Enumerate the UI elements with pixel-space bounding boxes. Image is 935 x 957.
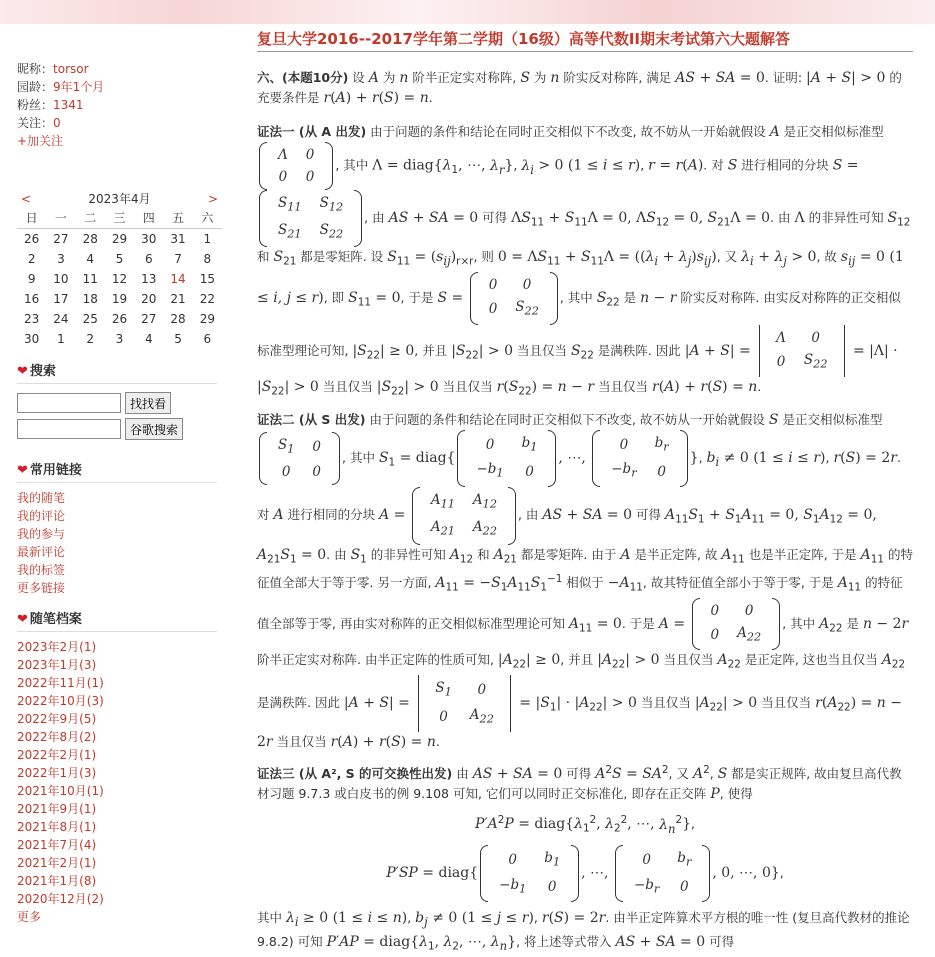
article xyxy=(257,28,913,957)
calendar-day: 6 xyxy=(203,332,212,346)
heart-icon: ❤ xyxy=(17,364,28,379)
calendar-week xyxy=(17,309,222,329)
archive-item[interactable]: 2020年12月(2) xyxy=(17,892,104,906)
archive-list xyxy=(17,638,222,926)
google-search-button[interactable]: 谷歌搜索 xyxy=(125,418,183,440)
search-title: 搜索 xyxy=(29,364,56,379)
age-link[interactable]: 9年1个月 xyxy=(53,80,105,94)
calendar-week xyxy=(17,229,222,250)
calendar-day: 3 xyxy=(57,252,65,266)
calendar-day: 18 xyxy=(82,292,98,306)
fans-link[interactable]: 1341 xyxy=(53,98,84,112)
search-input[interactable] xyxy=(17,393,121,413)
calendar-day: 26 xyxy=(24,232,40,246)
calendar-day[interactable]: 14 xyxy=(170,272,186,286)
calendar-weekday: 一 xyxy=(46,208,75,229)
calendar-day: 29 xyxy=(199,312,215,326)
calendar-day: 22 xyxy=(199,292,215,306)
archive-item[interactable]: 2022年1月(3) xyxy=(17,766,97,780)
calendar-day: 1 xyxy=(57,332,65,346)
calendar-day: 9 xyxy=(27,272,36,286)
calendar-day: 2 xyxy=(27,252,36,266)
post-title-link[interactable]: 复旦大学2016--2017学年第二学期（16级）高等代数II期末考试第六大题解答 xyxy=(257,30,790,48)
method2-label: 证法二 (从 S 出发) xyxy=(257,411,366,427)
calendar-day: 19 xyxy=(111,292,128,306)
calendar-week xyxy=(17,289,222,309)
common-link-item[interactable]: 我的标签 xyxy=(17,563,66,577)
calendar-weekday: 二 xyxy=(76,208,105,229)
calendar-day: 1 xyxy=(203,232,212,246)
common-links xyxy=(17,489,222,597)
heart-icon: ❤ xyxy=(17,463,28,478)
calendar-day: 15 xyxy=(199,272,215,286)
calendar-week xyxy=(17,269,222,289)
archive-item[interactable]: 2023年2月(1) xyxy=(17,640,97,654)
proof-method-3: 证法三 (从 A², S 的可交换性出发) 由 AS + SA = 0 可得 $A^2S = SA^2$, 又 $A^2$, S 都是实正规阵, 故由复旦高代教材习题 9.7.3 或白皮书的例 9.108 可知, 它们可以同时正交标准化, 即存在正交阵 P, 使得 $P'A^2P$ = $diag\{\lambda_1^2$, $\lambda_2^2$, ⋯, $\lambda_n^2$}, P′SP = diag{ 0 $b_1$ $-b_1$ 0 , ⋯, 0 $b_r$ $-b_r$ 0 , 0, ⋯, 0}, 其中 $\lambda_i \ge 0$ (1 ≤ i ≤ n), $b_j \ne 0$ (1 ≤ j ≤ r), r(S) = 2r. 由半正定阵算术平方根的唯一性 (复旦高代教材的推论 9.8.2) 可知 $P'AP = diag\{\lambda_1$, $\lambda_2$, ⋯, $\lambda_n$}, 将上述等式带入 AS + SA = 0 可得 xyxy=(257,764,910,953)
follow-link[interactable]: 0 xyxy=(53,116,61,130)
common-link-item[interactable]: 最新评论 xyxy=(17,545,66,559)
calendar-day: 29 xyxy=(111,232,128,246)
calendar-day: 27 xyxy=(53,232,69,246)
calendar-day: 8 xyxy=(203,252,212,266)
calendar-grid xyxy=(17,208,222,349)
archive-item[interactable]: 2022年11月(1) xyxy=(17,676,104,690)
archive-item[interactable]: 2022年2月(1) xyxy=(17,748,97,762)
archive-item[interactable]: 2022年8月(2) xyxy=(17,730,97,744)
archive-item[interactable]: 2021年10月(1) xyxy=(17,784,104,798)
calendar-day: 31 xyxy=(170,232,186,246)
calendar-day: 28 xyxy=(82,232,98,246)
archive-item[interactable]: 2023年1月(3) xyxy=(17,658,97,672)
calendar xyxy=(17,190,222,349)
calendar-next-button[interactable]: > xyxy=(207,192,218,206)
add-follow-link[interactable]: +加关注 xyxy=(17,134,64,148)
calendar-week xyxy=(17,249,222,269)
calendar-weekday: 日 xyxy=(17,208,46,229)
calendar-day: 5 xyxy=(115,252,124,266)
common-link-item[interactable]: 我的评论 xyxy=(17,509,66,523)
archive-item[interactable]: 2022年9月(5) xyxy=(17,712,97,726)
method1-label: 证法一 (从 A 出发) xyxy=(257,124,367,139)
calendar-day: 2 xyxy=(86,332,95,346)
archive-item[interactable]: 更多 xyxy=(17,910,42,924)
archive-item[interactable]: 2021年1月(8) xyxy=(17,874,97,888)
calendar-day: 16 xyxy=(24,292,40,306)
nickname-label: 昵称： xyxy=(17,62,54,76)
sidebar xyxy=(17,60,222,926)
calendar-day: 5 xyxy=(174,332,182,346)
calendar-day: 20 xyxy=(141,292,157,306)
calendar-day: 3 xyxy=(115,332,124,346)
calendar-weekday: 三 xyxy=(105,208,134,229)
top-banner xyxy=(0,0,935,24)
calendar-day: 24 xyxy=(53,312,69,326)
calendar-day: 12 xyxy=(111,272,128,286)
calendar-month: 2023年4月 xyxy=(88,192,151,206)
search-section-title xyxy=(17,363,217,384)
common-link-item[interactable]: 我的随笔 xyxy=(17,491,66,505)
calendar-day: 25 xyxy=(82,312,98,326)
archive-title: 随笔档案 xyxy=(29,612,82,627)
common-link-item[interactable]: 我的参与 xyxy=(17,527,66,541)
calendar-day: 6 xyxy=(144,252,153,266)
method3-label: 证法三 (从 A², S 的可交换性出发) xyxy=(257,766,453,782)
proof-method-1: 证法一 (从 A 出发) 由于问题的条件和结论在同时正交相似下不改变, 故不妨从一开始就假设 A 是正交相似标准型 Λ 0 0 0 , 其中 $\Lambda = diag\{\lambda_1$, ⋯, $\lambda_r$}, $\lambda_i > 0$ (1 ≤ i ≤ r), r = r(A). 对 S 进行相同的分块 S = $S_{11}$ $S_{12}$ $S_{21}$ $S_{22}$ , 由 AS + SA = 0 可得 $\Lambda S_{11} + S_{11}\Lambda = 0$, $\Lambda S_{12} = 0$, $S_{21}\Lambda = 0$. 由 Λ 的非异性可知 $S_{12}$ 和 $S_{21}$ 都是零矩阵. 设 $S_{11} = (s_{ij})_{r\times r}$, 则 $0 = \Lambda S_{11} + S_{11}\Lambda = ((\lambda_i + \lambda_j)s_{ij})$, 又 $\lambda_i + \lambda_j > 0$, 故 $s_{ij} = 0$ (1 ≤ i, j ≤ r), 即 $S_{11} = 0$, 于是 S = 0 0 0 $S_{22}$ , 其中 $S_{22}$ 是 n − r 阶实反对称阵. 由实反对称阵的正交相似标准型理论可知, $|S_{22}| \ge 0$, 并且 $|S_{22}| > 0$ 当且仅当 $S_{22}$ 是满秩阵. 因此 |A + S| = Λ 0 0 $S_{22}$ = $|\Lambda| \cdot |S_{22}| > 0$ 当且仅当 $|S_{22}| > 0$ 当且仅当 $r(S_{22}) = n - r$ 当且仅当 r(A) + r(S) = n. xyxy=(257,124,911,398)
post-body xyxy=(257,68,913,957)
calendar-day: 30 xyxy=(24,332,40,346)
calendar-day: 30 xyxy=(141,232,157,246)
search-button[interactable]: 找找看 xyxy=(125,392,171,414)
nickname-link[interactable]: torsor xyxy=(53,62,89,76)
calendar-day: 4 xyxy=(86,252,95,266)
calendar-day: 28 xyxy=(170,312,186,326)
calendar-weekday: 六 xyxy=(193,208,222,229)
archive-item[interactable]: 2021年2月(1) xyxy=(17,856,97,870)
calendar-weekday: 五 xyxy=(163,208,192,229)
calendar-day: 17 xyxy=(53,292,69,306)
calendar-day: 13 xyxy=(141,272,157,286)
calendar-weekday: 四 xyxy=(134,208,163,229)
calendar-day: 27 xyxy=(141,312,157,326)
calendar-week xyxy=(17,329,222,349)
calendar-day: 7 xyxy=(174,252,182,266)
problem-statement: 六、(本题10分) 设 A 为 n 阶半正定实对称阵, S 为 n 阶实反对称阵, 满足 AS + SA = 0. 证明: |A + S| > 0 的充要条件是 r(A) + r(S) = n. xyxy=(257,70,902,106)
calendar-day: 21 xyxy=(170,292,186,306)
archive-item[interactable]: 2021年9月(1) xyxy=(17,802,97,816)
calendar-day: 4 xyxy=(144,332,153,346)
calendar-day: 11 xyxy=(82,272,98,286)
fans-label: 粉丝： xyxy=(17,98,54,112)
archive-item[interactable]: 2021年7月(4) xyxy=(17,838,97,852)
calendar-day: 10 xyxy=(53,272,69,286)
follow-label: 关注： xyxy=(17,116,54,130)
proof-method-2: 证法二 (从 S 出发) 由于问题的条件和结论在同时正交相似下不改变, 故不妨从一开始就假设 S 是正交相似标准型 $S_1$ 0 0 0 , 其中 $S_1$ = diag{ 0 $b_1$ $-b_1$ 0 , ⋯, 0 $b_r$ $-b_r$ 0 }, $b_i \ne 0$ (1 ≤ i ≤ r), r(S) = 2r. 对 A 进行相同的分块 A = $A_{11}$ $A_{12}$ $A_{21}$ $A_{22}$ , 由 AS + SA = 0 可得 $A_{11}S_1 + S_1A_{11} = 0$, $S_1A_{12} = 0$, $A_{21}S_1 = 0$. 由 $S_1$ 的非异性可知 $A_{12}$ 和 $A_{21}$ 都是零矩阵. 由于 A 是半正定阵, 故 $A_{11}$ 也是半正定阵, 于是 $A_{11}$ 的特征值全部大于等于零. 另一方面, $A_{11} = -S_1A_{11}S_1^{-1}$ 相似于 $-A_{11}$, 故其特征值全部小于等于零, 于是 $A_{11}$ 的特征值全部等于零, 再由实对称阵的正交相似标准型理论可知 $A_{11} = 0$. 于是 A = 0 0 0 $A_{22}$ , 其中 $A_{22}$ 是 n − 2r 阶半正定实对称阵. 由半正定阵的性质可知, $|A_{22}| \ge 0$, 并且 $|A_{22}| > 0$ 当且仅当 $A_{22}$ 是正定阵, 这也当且仅当 $A_{22}$ 是满秩阵. 因此 |A + S| = $S_1$ 0 0 $A_{22}$ = $|S_1| \cdot |A_{22}| > 0$ 当且仅当 $|A_{22}| > 0$ 当且仅当 $r(A_{22}) = n - 2r$ 当且仅当 r(A) + r(S) = n. xyxy=(257,411,914,751)
google-search-input[interactable] xyxy=(17,419,121,439)
archive-item[interactable]: 2022年10月(3) xyxy=(17,694,104,708)
heart-icon: ❤ xyxy=(17,612,28,627)
archive-section-title xyxy=(17,611,217,632)
archive-item[interactable]: 2021年8月(1) xyxy=(17,820,97,834)
calendar-prev-button[interactable]: < xyxy=(21,192,32,206)
profile xyxy=(17,60,222,150)
links-title: 常用链接 xyxy=(29,463,82,478)
calendar-day: 23 xyxy=(24,312,40,326)
post-title[interactable] xyxy=(257,28,913,52)
common-link-item[interactable]: 更多链接 xyxy=(17,581,66,595)
links-section-title xyxy=(17,462,217,483)
problem-label: 六、(本题10分) xyxy=(257,70,349,85)
age-label: 园龄： xyxy=(17,80,54,94)
calendar-day: 26 xyxy=(111,312,128,326)
